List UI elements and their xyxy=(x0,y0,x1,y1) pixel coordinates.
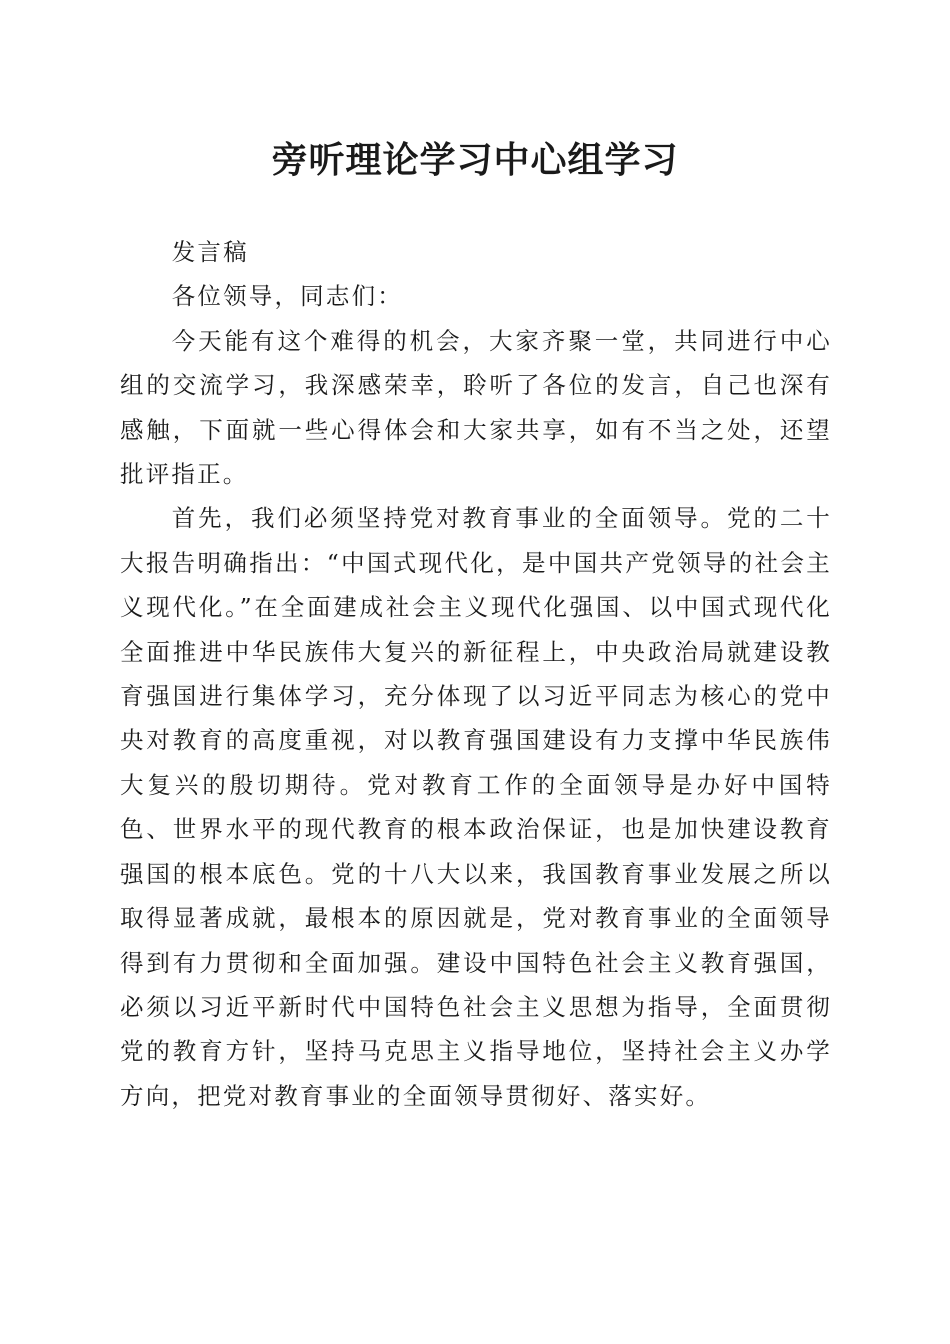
paragraph-salutation: 各位领导，同志们： xyxy=(171,282,403,311)
document-title: 旁听理论学习中心组学习 xyxy=(271,139,679,181)
paragraph-opening: 今天能有这个难得的机会，大家齐聚一堂，共同进行中心组的交流学习，我深感荣幸，聆听了各位的发言，自己也深有感触，下面就一些心得体会和大家共享，如有不当之处，还望批评指正。 xyxy=(120,326,832,489)
paragraph-subtitle: 发言稿 xyxy=(171,238,249,266)
document-body xyxy=(120,230,832,1118)
paragraph-main: 首先，我们必须坚持党对教育事业的全面领导。党的二十大报告明确指出：“中国式现代化，是中国共产党领导的社会主义现代化。”在全面建成社会主义现代化强国、以中国式现代化全面推进中华民族伟大复兴的新征程上，中央政治局就建设教育强国进行集体学习，充分体现了以习近平同志为核心的党中央对教育的高度重视，对以教育强国建设有力支撑中华民族伟大复兴的殷切期待。党对教育工作的全面领导是办好中国特色、世界水平的现代教育的根本政治保证，也是加快建设教育强国的根本底色。党的十八大以来，我国教育事业发展之所以取得显著成就，最根本的原因就是，党对教育事业的全面领导得到有力贯彻和全面加强。建设中国特色社会主义教育强国，必须以习近平新时代中国特色社会主义思想为指导，全面贯彻党的教育方针，坚持马克思主义指导地位，坚持社会主义办学方向，把党对教育事业的全面领导贯彻好、落实好。 xyxy=(120,504,832,1110)
